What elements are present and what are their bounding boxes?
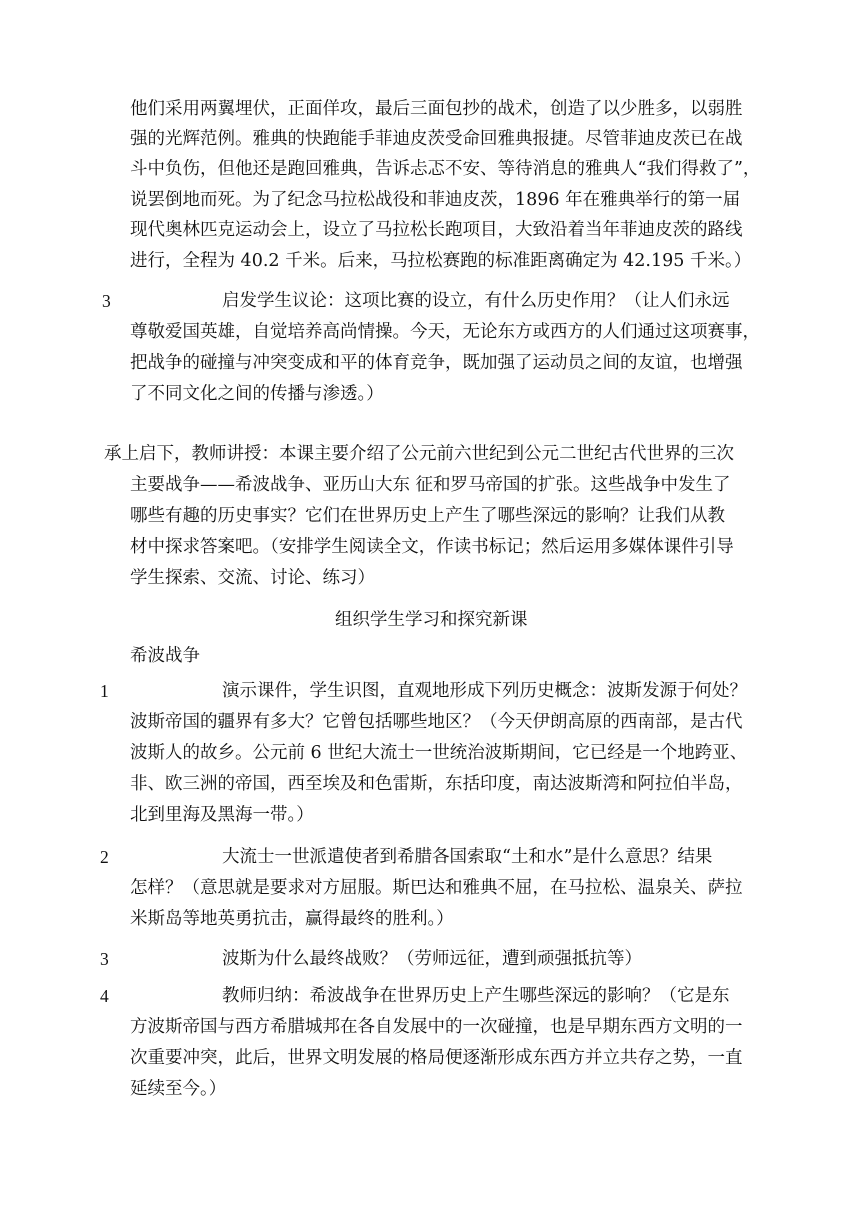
list-item-line: 波斯人的故乡。公元前 6 世纪大流士一世统治波斯期间，它已经是一个地跨亚、	[130, 743, 748, 763]
section-heading: 组织学生学习和探究新课	[335, 610, 528, 630]
list-item-line: 教师归纳：希波战争在世界历史上产生哪些深远的影响？（它是东	[222, 986, 730, 1006]
paragraph-line: 他们采用两翼埋伏，正面佯攻，最后三面包抄的战术，创造了以少胜多，以弱胜	[130, 99, 743, 119]
paragraph-line: 主要战争——希波战争、亚历山大东 征和罗马帝国的扩张。这些战争中发生了	[130, 475, 731, 495]
paragraph-line: 材中探求答案吧。（安排学生阅读全文，作读书标记；然后运用多媒体课件引导	[130, 537, 734, 557]
list-item-line: 米斯岛等地英勇抗击，赢得最终的胜利。）	[130, 909, 454, 929]
list-number: 4	[100, 986, 109, 1006]
list-item-line: 方波斯帝国与西方希腊城邦在各自发展中的一次碰撞，也是早期东西方文明的一	[130, 1017, 743, 1037]
list-item-line: 了不同文化之间的传播与渗透。）	[130, 384, 384, 404]
list-number: 3	[100, 949, 109, 969]
list-item-line: 怎样？（意思就是要求对方屈服。斯巴达和雅典不屈，在马拉松、温泉关、萨拉	[130, 878, 743, 898]
paragraph-line: 斗中负伤，但他还是跑回雅典，告诉忐忑不安、等待消息的雅典人“我们得救了”，	[130, 159, 761, 179]
paragraph-line: 哪些有趣的历史事实？它们在世界历史上产生了哪些深远的影响？让我们从教	[130, 506, 725, 526]
list-item-line: 次重要冲突，此后，世界文明发展的格局便逐渐形成东西方并立共存之势，一直	[130, 1048, 743, 1068]
paragraph-line: 进行，全程为 40.2 千米。后来，马拉松赛跑的标准距离确定为 42.195 千米。）	[130, 251, 752, 271]
list-item-line: 延续至今。）	[130, 1079, 227, 1099]
list-item-line: 波斯为什么最终战败？（劳师远征，遭到顽强抵抗等）	[222, 949, 642, 969]
list-number: 1	[100, 681, 109, 701]
paragraph-line: 现代奥林匹克运动会上，设立了马拉松长跑项目，大致沿着当年菲迪皮茨的路线	[130, 220, 743, 240]
list-item-line: 大流士一世派遣使者到希腊各国索取“土和水”是什么意思？结果	[222, 847, 713, 867]
list-item-line: 北到里海及黑海一带。）	[130, 805, 314, 825]
list-item-line: 把战争的碰撞与冲突变成和平的体育竞争，既加强了运动员之间的友谊，也增强	[130, 353, 743, 373]
list-number: 3	[102, 291, 111, 311]
paragraph-line: 承上启下，教师讲授：本课主要介绍了公元前六世纪到公元二世纪古代世界的三次	[104, 444, 734, 464]
list-item-line: 尊敬爱国英雄，自觉培养高尚情操。今天，无论东方或西方的人们通过这项赛事，	[130, 322, 760, 342]
list-number: 2	[100, 847, 109, 867]
paragraph-line: 学生探索、交流、讨论、练习）	[130, 568, 375, 588]
paragraph-line: 说罢倒地而死。为了纪念马拉松战役和菲迪皮茨，1896 年在雅典举行的第一届	[130, 190, 741, 210]
subheading: 希波战争	[130, 646, 200, 666]
list-item-line: 波斯帝国的疆界有多大？它曾包括哪些地区？（今天伊朗高原的西南部，是古代	[130, 712, 743, 732]
list-item-line: 非、欧三洲的帝国，西至埃及和色雷斯，东括印度，南达波斯湾和阿拉伯半岛，	[130, 774, 743, 794]
list-item-line: 演示课件，学生识图，直观地形成下列历史概念：波斯发源于何处？	[222, 681, 747, 701]
paragraph-line: 强的光辉范例。雅典的快跑能手菲迪皮茨受命回雅典报捷。尽管菲迪皮茨已在战	[130, 129, 743, 149]
list-item-line: 启发学生议论：这项比赛的设立，有什么历史作用？（让人们永远	[222, 291, 730, 311]
